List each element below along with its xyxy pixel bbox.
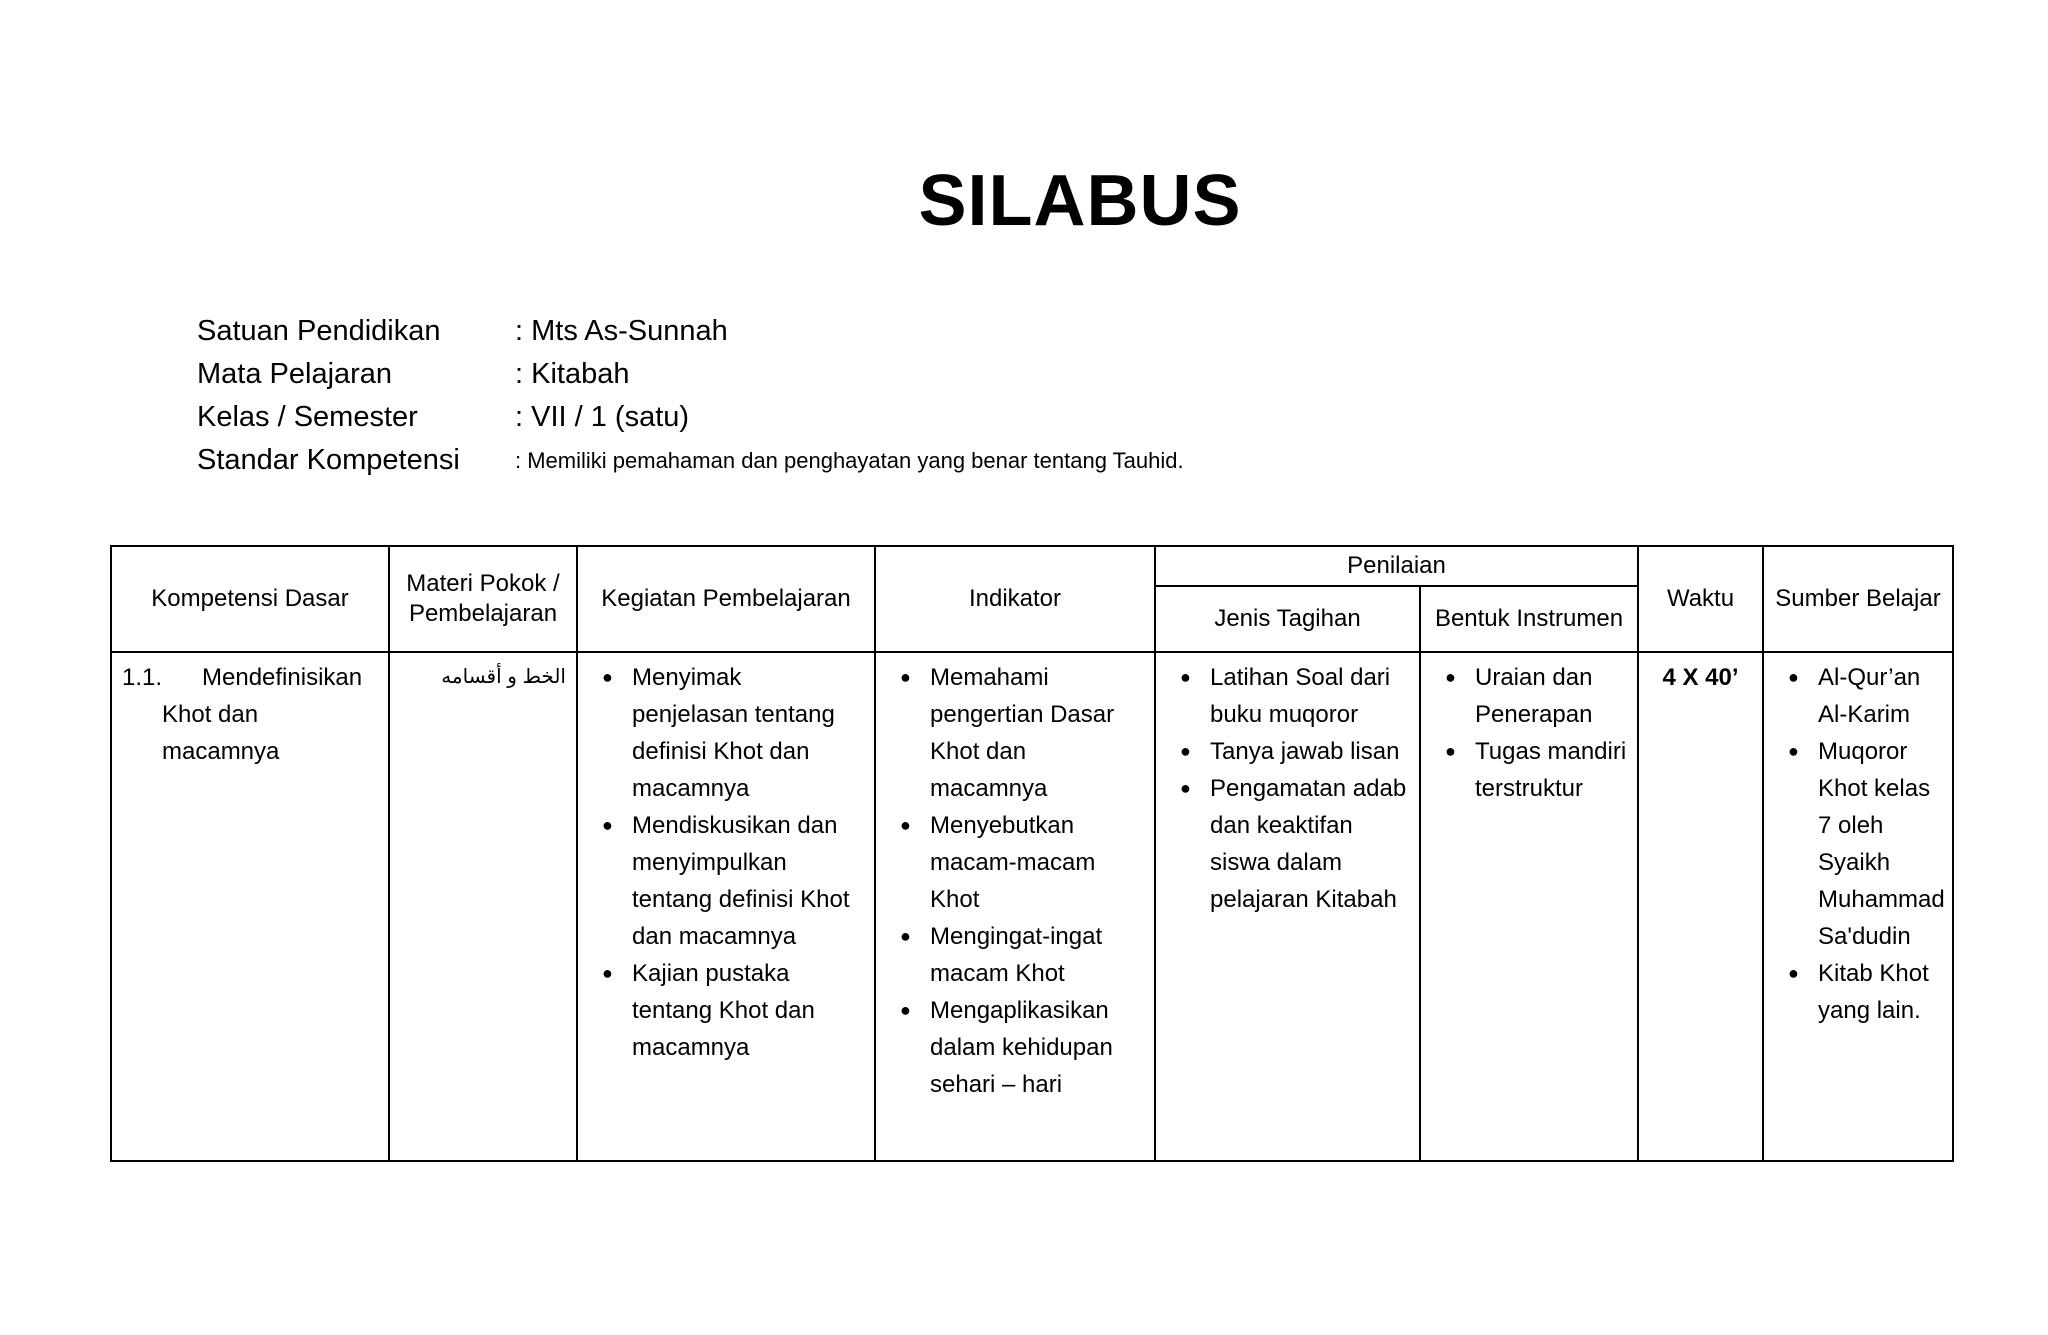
identity-block (197, 310, 1184, 482)
info-row-satuan (197, 310, 1184, 353)
list-item: ● Mendiskusikan dan menyimpulkan tentang definisi Khot dan macamnya (588, 807, 864, 955)
header-jenis-tagihan: Jenis Tagihan (1155, 586, 1420, 652)
info-row-sk (197, 439, 1184, 482)
satuan-label: Satuan Pendidikan (197, 315, 441, 347)
list-item: ● Kajian pustaka tentang Khot dan macamnya (588, 955, 864, 1066)
list-item: ● Latihan Soal dari buku muqoror (1166, 659, 1409, 733)
header-row (111, 546, 1953, 586)
list-item: ● Kitab Khot yang lain. (1774, 955, 1942, 1029)
kd-line-1: Mendefinisikan (202, 664, 363, 691)
header-bentuk-instrumen: Bentuk Instrumen (1420, 586, 1638, 652)
silabus-table (110, 545, 1954, 1162)
info-row-mapel (197, 353, 1184, 396)
cell-sumber-belajar (1763, 652, 1953, 1161)
kelas-value: : VII / 1 (satu) (515, 401, 690, 433)
list-item: ● Muqoror Khot kelas 7 oleh Syaikh Muhammad Sa'dudin (1774, 733, 1942, 955)
header-materi-pokok: Materi Pokok / Pembelajaran (389, 546, 577, 652)
sk-value: : Memiliki pemahaman dan penghayatan yang benar tentang Tauhid. (515, 447, 1184, 473)
kd-number: 1.1. (122, 664, 163, 691)
cell-kegiatan (577, 652, 875, 1161)
cell-waktu: 4 X 40’ (1638, 652, 1763, 1161)
cell-indikator (875, 652, 1155, 1161)
header-kompetensi-dasar: Kompetensi Dasar (111, 546, 389, 652)
cell-jenis-tagihan (1155, 652, 1420, 1161)
cell-bentuk-instrumen (1420, 652, 1638, 1161)
list-item: ● Menyebutkan macam-macam Khot (886, 807, 1144, 918)
list-item: ● Pengamatan adab dan keaktifan siswa dalam pelajaran Kitabah (1166, 770, 1409, 918)
list-item: ● Memahami pengertian Dasar Khot dan macamnya (886, 659, 1144, 807)
header-indikator: Indikator (875, 546, 1155, 652)
kd-line-3: macamnya (162, 738, 280, 765)
cell-kompetensi-dasar (111, 652, 389, 1161)
sk-label: Standar Kompetensi (197, 444, 460, 476)
table-row (111, 652, 1953, 1161)
header-kegiatan: Kegiatan Pembelajaran (577, 546, 875, 652)
list-item: ● Tanya jawab lisan (1166, 733, 1409, 770)
list-item: ● Tugas mandiri terstruktur (1431, 733, 1627, 807)
page-title: SILABUS (918, 161, 1242, 241)
info-row-kelas (197, 396, 1184, 439)
cell-materi-pokok: الخط و أقسامه (389, 652, 577, 1161)
header-waktu: Waktu (1638, 546, 1763, 652)
kd-line-2: Khot dan (162, 701, 259, 728)
satuan-value: : Mts As-Sunnah (515, 315, 728, 347)
list-item: ● Mengingat-ingat macam Khot (886, 918, 1144, 992)
header-penilaian: Penilaian (1155, 546, 1638, 586)
list-item: ● Menyimak penjelasan tentang definisi Khot dan macamnya (588, 659, 864, 807)
list-item: ● Al-Qur’an Al-Karim (1774, 659, 1942, 733)
header-sumber-belajar: Sumber Belajar (1763, 546, 1953, 652)
list-item: ● Mengaplikasikan dalam kehidupan sehari – hari (886, 992, 1144, 1103)
kelas-label: Kelas / Semester (197, 401, 418, 433)
mapel-label: Mata Pelajaran (197, 358, 393, 390)
mapel-value: : Kitabah (515, 358, 630, 390)
list-item: ● Uraian dan Penerapan (1431, 659, 1627, 733)
